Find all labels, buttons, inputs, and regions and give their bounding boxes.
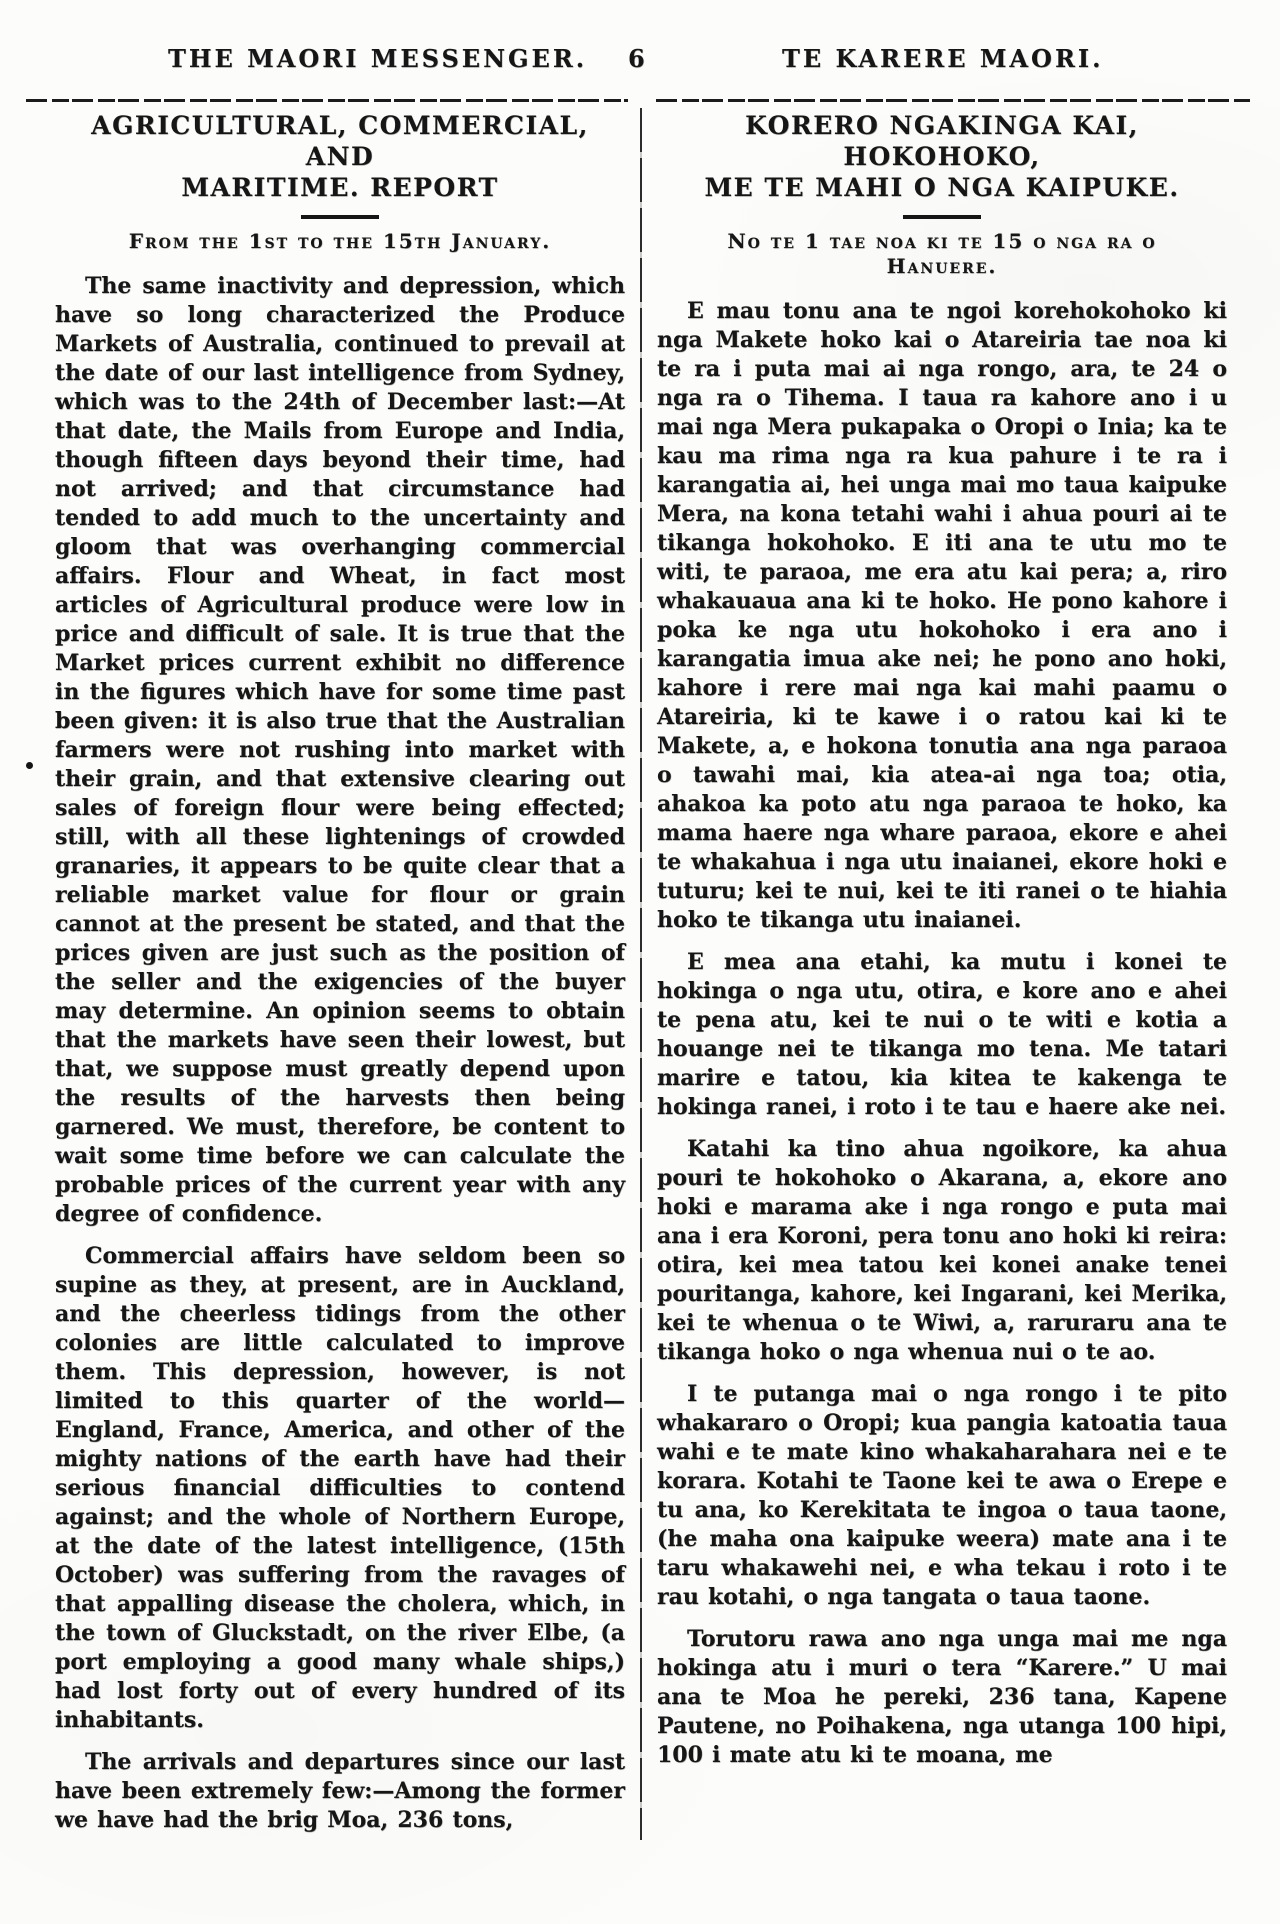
page-number: 6 <box>628 44 645 73</box>
masthead-right-title: TE KARERE MAORI. <box>782 44 1104 73</box>
columns <box>0 110 1280 1848</box>
heading-line: MARITIME. REPORT <box>181 173 499 202</box>
paragraph: Torutoru rawa ano nga unga mai me nga hokinga atu i muri o tera “Karere.” U mai ana te Moa he pereki, 236 tana, Kapene Pautene, no Poihakena, nga utanga 100 hipi, 100 i mate atu ki te moana, me <box>657 1626 1227 1768</box>
paragraph: Commercial affairs have seldom been so supine as they, at present, are in Auckland, and the cheerless tidings from the other colonies are little calculated to improve them. This depression, however, is not limited to this quarter of the world—England, France, America, and other of the mighty nations of the earth have had their serious financial difficulties to contend against; and the whole of Northern Europe, at the date of the latest intelligence, (15th October) was suffering from the ravages of that appalling disease the cholera, which, in the town of Gluckstadt, on the river Elbe, (a port employing a good many whale ships,) had lost forty out of every hundred of its inhabitants. <box>55 1243 625 1733</box>
masthead-left-title: THE MAORI MESSENGER. <box>168 44 588 73</box>
article-heading-maori <box>657 110 1227 203</box>
paragraph: I te putanga mai o nga rongo i te pito whakararo o Oropi; kua pangia katoatia taua wahi e te mate kino whakaharahara nei e te korara. Kotahi te Taone kei te awa o Erepe e tu ana, ko Kerekitata te ingoa o taua taone, (he maha ona kaipuke weera) mate ana i te taru whakawehi nei, e wha tekau i roto i te rau kotahi, o nga tangata o taua taone. <box>657 1381 1227 1610</box>
paragraph: The same inactivity and depression, which have so long characterized the Produce Markets of Australia, continued to prevail at the date of our last intelligence from Sydney, which was to the 24th of December last:—At that date, the Mails from Europe and India, though fifteen days beyond their time, had not arrived; and that circumstance had tended to add much to the uncertainty and gloom that was overhanging commercial affairs. Flour and Wheat, in fact most articles of Agricultural produce were low in price and difficult of sale. It is true that the Market prices current exhibit no difference in the figures which have for some time past been given: it is also true that the Australian farmers were not rushing into market with their grain, and that extensive clearing out sales of foreign flour were being effected; still, with all these lightenings of crowded granaries, it appears to be quite clear that a reliable market value for flour or grain cannot at the present be stated, and that the prices given are just such as the position of the seller and the exigencies of the buyer may determine. An opinion seems to obtain that the markets have seen their lowest, but that, we suppose must greatly depend upon the results of the harvests then being garnered. We must, therefore, be content to wait some time before we can calculate the probable prices of the current year with any degree of confidence. <box>55 273 625 1227</box>
paragraph: E mau tonu ana te ngoi korehokohoko ki nga Makete hoko kai o Atareiria tae noa ki te ra i puta mai ai nga rongo, ara, te 24 o nga ra o Tihema. I taua ra kahore ano i u mai nga Mera pukapaka o Oropi o Inia; ka te kau ma rima nga ra kua pahure i te ra i karangatia ai, hei unga mai mo taua kaipuke Mera, na kona tetahi wahi i ahua pouri ai te tikanga hokohoko. E iti ana te utu mo te witi, te paraoa, me era atu kai pera; a, riro whakauaua ana ki te hoko. He pono kahore i poka ke nga utu hokohoko i era ano i karangatia imua ake nei; he pono ano hoki, kahore i rere mai nga kai mahi paamu o Atareiria, ki te kawe i o ratou kai ki te Makete, a, e hokona tonutia ana nga paraoa o tawahi mai, kia atea-ai nga toa; otia, ahakoa ka poto atu nga paraoa te hoko, ka mama haere nga whare paraoa, ekore e ahei te whakahua i nga utu inaianei, ekore hoki e tuturu; kei te nui, kei te iti ranei o te hiahia hoko te tikanga utu inaianei. <box>657 298 1227 933</box>
masthead-rule-right <box>656 99 1250 102</box>
maori-column <box>657 110 1227 1848</box>
paragraph: Katahi ka tino ahua ngoikore, ka ahua pouri te hokohoko o Akarana, a, ekore ano hoki e marama ake i nga rongo e puta mai ana i era Koroni, pera tonu ano hoki ki reira: otira, kei mea tatou kei konei anake tenei pouritanga, kahore, kei Ingarani, kei Merika, kei te whenua o te Wiwi, a, raruraru ana te tikanga hoko o nga whenua nui o te ao. <box>657 1136 1227 1365</box>
heading-line: KORERO NGAKINGA KAI, HOKOHOKO, <box>745 111 1139 171</box>
date-line-maori: No te 1 tae noa ki te 15 o nga ra o Hanuere. <box>727 229 1157 278</box>
heading-rule <box>903 215 981 219</box>
masthead-rule-left <box>26 99 628 102</box>
paragraph: E mea ana etahi, ka mutu i konei te hokinga o nga utu, otira, e kore ano e ahei te pena atu, kei te nui o te witi e kotia a houange nei te tikanga mo tena. Me tatari marire e tatou, kia kitea te kakenga te hokinga ranei, i roto i te tau e haere ake nei. <box>657 949 1227 1120</box>
heading-rule <box>301 215 379 219</box>
heading-line: ME TE MAHI O NGA KAIPUKE. <box>704 173 1180 202</box>
date-line-english: From the 1st to the 15th January. <box>128 229 552 253</box>
article-heading-english <box>55 110 625 203</box>
heading-line: AGRICULTURAL, COMMERCIAL, AND <box>91 111 589 171</box>
english-column <box>55 110 625 1848</box>
paragraph: The arrivals and departures since our last have been extremely few:—Among the former we have had the brig Moa, 236 tons, <box>55 1749 625 1833</box>
